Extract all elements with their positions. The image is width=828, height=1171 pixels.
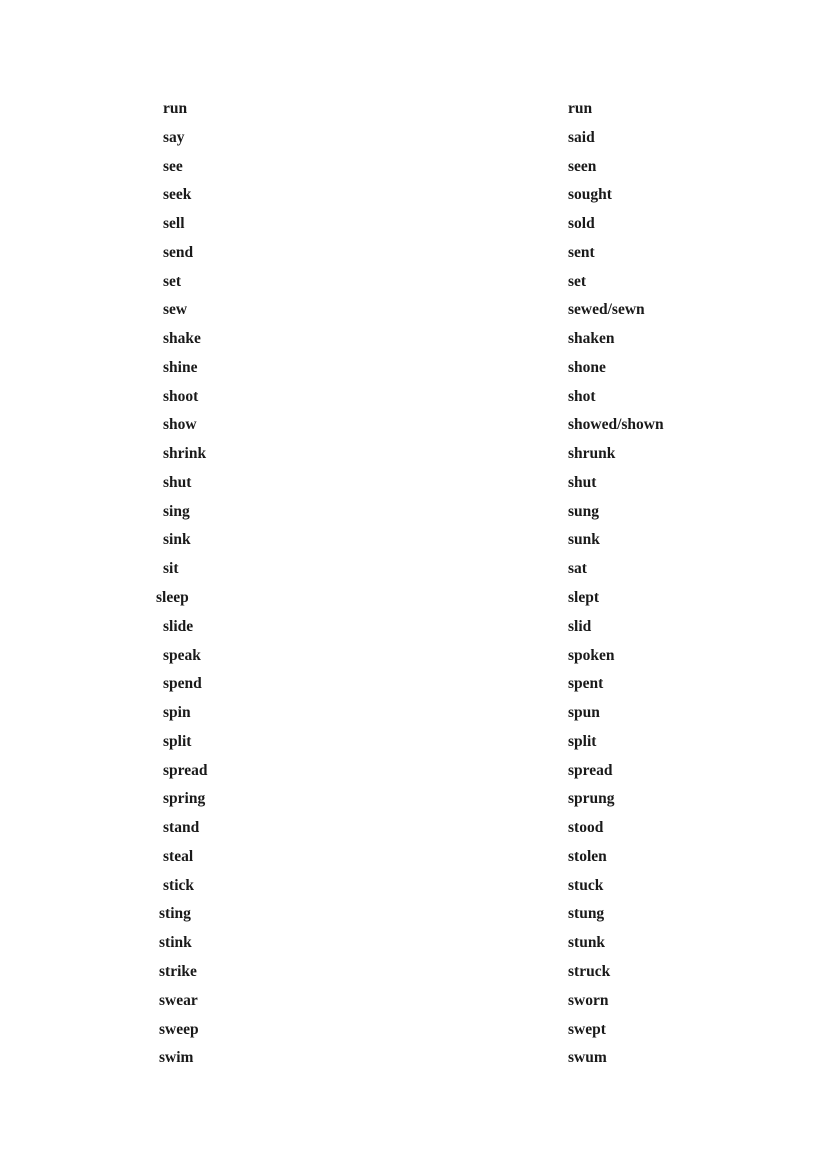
- verb-row: [0, 1016, 828, 1045]
- verb-row: [0, 900, 828, 929]
- base-form: spin: [163, 704, 191, 722]
- base-form: slide: [163, 617, 194, 635]
- past-participle: run: [568, 100, 593, 117]
- verb-row: [0, 670, 828, 699]
- past-participle: sworn: [568, 991, 609, 1009]
- past-participle: shaken: [568, 330, 615, 348]
- base-form: swear: [159, 991, 198, 1009]
- base-form: shrink: [163, 445, 207, 463]
- base-form: sleep: [156, 589, 189, 607]
- base-form: shut: [163, 473, 192, 491]
- verb-row: [0, 95, 828, 124]
- base-form: strike: [159, 962, 197, 980]
- verb-row: [0, 785, 828, 814]
- base-form: sink: [163, 531, 191, 549]
- verb-row: [0, 728, 828, 757]
- past-participle: spread: [568, 761, 613, 779]
- past-participle: stood: [568, 819, 604, 837]
- verb-row: [0, 296, 828, 325]
- verb-row: [0, 181, 828, 210]
- base-form: spread: [163, 761, 208, 779]
- past-participle: slid: [568, 617, 592, 635]
- base-form: split: [163, 732, 192, 750]
- verb-row: [0, 268, 828, 297]
- verb-row: [0, 613, 828, 642]
- past-participle: sewed/sewn: [568, 301, 645, 319]
- verb-row: [0, 757, 828, 786]
- past-participle: stunk: [568, 934, 606, 952]
- verb-row: [0, 642, 828, 671]
- past-participle: swum: [568, 1049, 607, 1067]
- base-form: stand: [163, 819, 200, 837]
- base-form: stick: [163, 876, 194, 894]
- past-participle: stolen: [568, 847, 607, 865]
- verb-row: [0, 411, 828, 440]
- verb-row: [0, 153, 828, 182]
- base-form: stink: [159, 934, 192, 952]
- past-participle: stung: [568, 905, 605, 923]
- past-participle: struck: [568, 962, 611, 980]
- past-participle: seen: [568, 157, 597, 175]
- past-participle: sent: [568, 243, 595, 261]
- base-form: sell: [163, 215, 185, 233]
- base-form: run: [163, 100, 188, 117]
- verb-row: [0, 555, 828, 584]
- base-form: shoot: [163, 387, 199, 405]
- past-participle: slept: [568, 589, 599, 607]
- base-form: steal: [163, 847, 194, 865]
- verb-row: [0, 325, 828, 354]
- base-form: say: [163, 128, 185, 146]
- verb-row: [0, 814, 828, 843]
- base-form: sing: [163, 502, 190, 520]
- verb-row: [0, 383, 828, 412]
- past-participle: shot: [568, 387, 596, 405]
- base-form: speak: [163, 646, 201, 664]
- past-participle: set: [568, 272, 587, 290]
- past-participle: said: [568, 128, 595, 146]
- verb-row: [0, 239, 828, 268]
- base-form: spend: [163, 675, 202, 693]
- verb-row: [0, 1044, 828, 1073]
- base-form: sting: [159, 905, 191, 923]
- base-form: see: [163, 157, 183, 175]
- base-form: seek: [163, 186, 192, 204]
- verb-row: [0, 958, 828, 987]
- base-form: sit: [163, 560, 179, 578]
- verb-row: [0, 498, 828, 527]
- base-form: shake: [163, 330, 201, 348]
- verb-row: [0, 584, 828, 613]
- base-form: sweep: [159, 1020, 199, 1038]
- past-participle: shrunk: [568, 445, 616, 463]
- base-form: sew: [163, 301, 188, 319]
- verb-row: [0, 987, 828, 1016]
- verb-row: [0, 526, 828, 555]
- past-participle: sought: [568, 186, 612, 204]
- verb-row: [0, 929, 828, 958]
- verb-row: [0, 354, 828, 383]
- base-form: set: [163, 272, 182, 290]
- base-form: show: [163, 416, 197, 434]
- base-form: send: [163, 243, 194, 261]
- verb-row: [0, 843, 828, 872]
- past-participle: sold: [568, 215, 595, 233]
- base-form: spring: [163, 790, 206, 808]
- verb-row: [0, 210, 828, 239]
- past-participle: shut: [568, 473, 597, 491]
- past-participle: swept: [568, 1020, 606, 1038]
- verb-row: [0, 872, 828, 901]
- verb-row: [0, 440, 828, 469]
- irregular-verb-list: [0, 95, 828, 1073]
- verb-row: [0, 699, 828, 728]
- past-participle: sprung: [568, 790, 615, 808]
- past-participle: sat: [568, 560, 587, 578]
- past-participle: shone: [568, 358, 606, 376]
- base-form: shine: [163, 358, 198, 376]
- past-participle: sung: [568, 502, 600, 520]
- past-participle: spoken: [568, 646, 615, 664]
- past-participle: spent: [568, 675, 604, 693]
- past-participle: sunk: [568, 531, 600, 549]
- past-participle: spun: [568, 704, 600, 722]
- verb-row: [0, 469, 828, 498]
- past-participle: showed/shown: [568, 416, 664, 434]
- base-form: swim: [159, 1049, 194, 1067]
- past-participle: split: [568, 732, 597, 750]
- past-participle: stuck: [568, 876, 604, 894]
- verb-row: [0, 124, 828, 153]
